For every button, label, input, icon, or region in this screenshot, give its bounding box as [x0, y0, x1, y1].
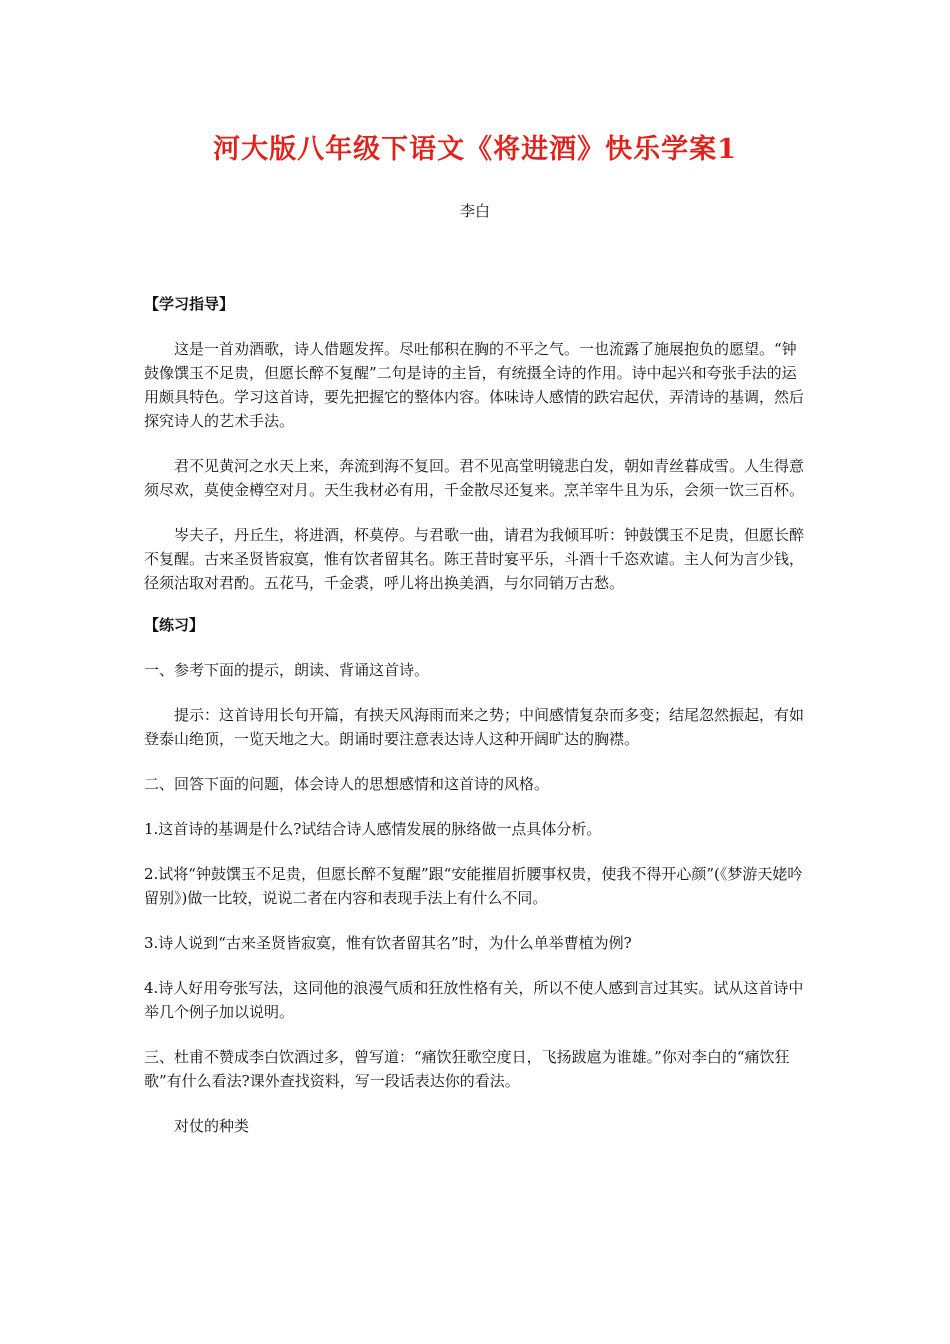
document-author: 李白 — [459, 202, 490, 220]
practice-question-2-4: 4.诗人好用夸张写法，这同他的浪漫气质和狂放性格有关，所以不使人感到言过其实。试从这首诗中举几个例子加以说明。 — [144, 979, 804, 1021]
poem-stanza-2: 岑夫子，丹丘生，将进酒，杯莫停。与君歌一曲，请君为我倾耳听：钟鼓馔玉不足贵，但愿长醉不复醒。古来圣贤皆寂寞，惟有饮者留其名。陈王昔时宴平乐，斗酒十千恣欢谑。主人何为言少钱，径须沽取对君酌。五花马，千金裘，呼儿将出换美酒，与尔同销万古愁。 — [144, 526, 805, 592]
practice-question-2: 二、回答下面的问题，体会诗人的思想感情和这首诗的风格。 — [144, 775, 550, 793]
practice-question-2-1: 1.这首诗的基调是什么?试结合诗人感情发展的脉络做一点具体分析。 — [144, 820, 602, 838]
document-title: 河大版八年级下语文《将进酒》快乐学案1 — [213, 134, 737, 165]
section-heading-practice: 【练习】 — [144, 616, 205, 634]
section-heading-guide: 【学习指导】 — [144, 295, 235, 313]
practice-question-1: 一、参考下面的提示，朗读、背诵这首诗。 — [144, 661, 430, 679]
footer-text: 对仗的种类 — [174, 1117, 250, 1135]
guide-paragraph: 这是一首劝酒歌，诗人借题发挥。尽吐郁积在胸的不平之气。一也流露了施展抱负的愿望。“钟鼓像馔玉不足贵，但愿长醉不复醒”二句是诗的主旨，有统摄全诗的作用。诗中起兴和夸张手法的运用颇具特色。学习这首诗，要先把握它的整体内容。体味诗人感情的跌宕起伏，弄清诗的基调，然后探究诗人的艺术手法。 — [144, 340, 805, 430]
poem-stanza-1: 君不见黄河之水天上来，奔流到海不复回。君不见高堂明镜悲白发，朝如青丝暮成雪。人生得意须尽欢，莫使金樽空对月。天生我材必有用，千金散尽还复来。烹羊宰牛且为乐，会须一饮三百杯。 — [144, 457, 805, 499]
practice-hint: 提示：这首诗用长句开篇，有挟天风海雨而来之势；中间感情复杂而多变；结尾忽然振起，有如登泰山绝顶，一览天地之大。朗诵时要注意表达诗人这种开阔旷达的胸襟。 — [144, 706, 805, 748]
document-body — [144, 292, 806, 1159]
practice-question-3: 三、杜甫不赞成李白饮酒过多，曾写道：“痛饮狂歌空度日，飞扬跋扈为谁雄。”你对李白的“痛饮狂歌”有什么看法?课外查找资料，写一段话表达你的看法。 — [144, 1048, 790, 1090]
practice-question-2-3: 3.诗人说到“古来圣贤皆寂寞，惟有饮者留其名”时，为什么单举曹植为例? — [144, 934, 632, 952]
practice-question-2-2: 2.试将“钟鼓馔玉不足贵，但愿长醉不复醒”跟“安能摧眉折腰事权贵，使我不得开心颜”(《梦游天姥吟留别》)做一比较，说说二者在内容和表现手法上有什么不同。 — [144, 865, 803, 907]
